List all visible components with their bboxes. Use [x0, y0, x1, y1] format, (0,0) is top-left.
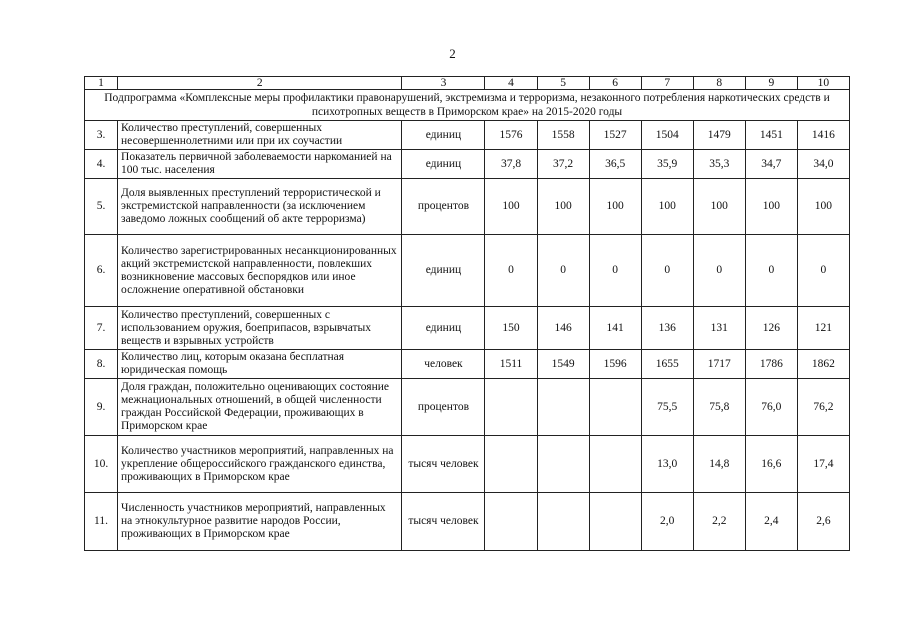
- table-row: [85, 436, 850, 493]
- table-row: [85, 150, 850, 179]
- row-number: 5.: [85, 179, 118, 235]
- row-number: 11.: [85, 493, 118, 551]
- value-cell: 34,7: [745, 150, 797, 179]
- column-number-cell: 4: [485, 77, 537, 90]
- row-number: 3.: [85, 121, 118, 150]
- value-cell: 1558: [537, 121, 589, 150]
- value-cell: 75,5: [641, 379, 693, 436]
- value-cell: 1451: [745, 121, 797, 150]
- table-row: [85, 493, 850, 551]
- value-cell: 100: [641, 179, 693, 235]
- value-cell: 0: [537, 235, 589, 307]
- row-number: 10.: [85, 436, 118, 493]
- unit-cell: тысяч человек: [402, 493, 485, 551]
- value-cell: 2,2: [693, 493, 745, 551]
- unit-cell: единиц: [402, 235, 485, 307]
- value-cell: [537, 493, 589, 551]
- value-cell: 136: [641, 307, 693, 350]
- value-cell: [537, 436, 589, 493]
- table-row: [85, 307, 850, 350]
- value-cell: 1511: [485, 350, 537, 379]
- column-number-cell: 2: [118, 77, 402, 90]
- value-cell: 2,0: [641, 493, 693, 551]
- unit-cell: единиц: [402, 150, 485, 179]
- unit-cell: человек: [402, 350, 485, 379]
- value-cell: 1862: [797, 350, 849, 379]
- value-cell: 100: [589, 179, 641, 235]
- column-number-cell: 1: [85, 77, 118, 90]
- value-cell: 35,3: [693, 150, 745, 179]
- value-cell: 14,8: [693, 436, 745, 493]
- indicator-name: Количество лиц, которым оказана бесплатная юридическая помощь: [118, 350, 402, 379]
- value-cell: 2,6: [797, 493, 849, 551]
- column-number-cell: 6: [589, 77, 641, 90]
- indicator-name: Количество преступлений, совершенных несовершеннолетними или при их соучастии: [118, 121, 402, 150]
- value-cell: 1655: [641, 350, 693, 379]
- indicator-name: Количество преступлений, совершенных с использованием оружия, боеприпасов, взрывчатых веществ и взрывных устройств: [118, 307, 402, 350]
- indicator-name: Численность участников мероприятий, направленных на этнокультурное развитие народов России, проживающих в Приморском крае: [118, 493, 402, 551]
- unit-cell: процентов: [402, 379, 485, 436]
- value-cell: 1549: [537, 350, 589, 379]
- value-cell: 100: [745, 179, 797, 235]
- value-cell: 0: [641, 235, 693, 307]
- value-cell: 2,4: [745, 493, 797, 551]
- value-cell: 1504: [641, 121, 693, 150]
- column-number-cell: 10: [797, 77, 849, 90]
- value-cell: 1717: [693, 350, 745, 379]
- unit-cell: единиц: [402, 121, 485, 150]
- value-cell: 1479: [693, 121, 745, 150]
- value-cell: [485, 436, 537, 493]
- value-cell: [485, 493, 537, 551]
- column-number-cell: 7: [641, 77, 693, 90]
- value-cell: 150: [485, 307, 537, 350]
- subprogram-title-row: [85, 90, 850, 121]
- value-cell: 0: [485, 235, 537, 307]
- value-cell: 141: [589, 307, 641, 350]
- table-row: [85, 235, 850, 307]
- value-cell: 75,8: [693, 379, 745, 436]
- value-cell: 1786: [745, 350, 797, 379]
- row-number: 7.: [85, 307, 118, 350]
- table-row: [85, 379, 850, 436]
- indicator-name: Показатель первичной заболеваемости наркоманией на 100 тыс. населения: [118, 150, 402, 179]
- value-cell: 76,2: [797, 379, 849, 436]
- value-cell: 0: [745, 235, 797, 307]
- indicator-name: Количество участников мероприятий, направленных на укрепление общероссийского гражданского единства, проживающих в Приморском крае: [118, 436, 402, 493]
- table-row: [85, 179, 850, 235]
- page-number: 2: [449, 46, 456, 61]
- value-cell: 146: [537, 307, 589, 350]
- value-cell: 76,0: [745, 379, 797, 436]
- value-cell: 100: [537, 179, 589, 235]
- value-cell: 1596: [589, 350, 641, 379]
- row-number: 4.: [85, 150, 118, 179]
- value-cell: [537, 379, 589, 436]
- indicator-name: Количество зарегистрированных несанкционированных акций экстремистской направленности, повлекших возникновение массовых беспорядков или иное осложнение оперативной обстановки: [118, 235, 402, 307]
- value-cell: 36,5: [589, 150, 641, 179]
- row-number: 9.: [85, 379, 118, 436]
- column-number-cell: 9: [745, 77, 797, 90]
- unit-cell: процентов: [402, 179, 485, 235]
- value-cell: 121: [797, 307, 849, 350]
- row-number: 6.: [85, 235, 118, 307]
- value-cell: [589, 493, 641, 551]
- table-row: [85, 121, 850, 150]
- row-number: 8.: [85, 350, 118, 379]
- value-cell: 1527: [589, 121, 641, 150]
- value-cell: 1576: [485, 121, 537, 150]
- value-cell: 126: [745, 307, 797, 350]
- subprogram-title: Подпрограмма «Комплексные меры профилактики правонарушений, экстремизма и терроризма, незаконного потребления наркотических средств и психотропных веществ в Приморском крае» на 2015-2020 годы: [85, 90, 850, 121]
- indicators-table: [84, 76, 850, 551]
- value-cell: 37,2: [537, 150, 589, 179]
- unit-cell: единиц: [402, 307, 485, 350]
- value-cell: 37,8: [485, 150, 537, 179]
- value-cell: 0: [589, 235, 641, 307]
- value-cell: [589, 379, 641, 436]
- table-row: [85, 350, 850, 379]
- value-cell: [485, 379, 537, 436]
- value-cell: [589, 436, 641, 493]
- column-number-header-row: [85, 77, 850, 90]
- value-cell: 0: [693, 235, 745, 307]
- value-cell: 1416: [797, 121, 849, 150]
- column-number-cell: 5: [537, 77, 589, 90]
- value-cell: 100: [693, 179, 745, 235]
- value-cell: 17,4: [797, 436, 849, 493]
- value-cell: 35,9: [641, 150, 693, 179]
- value-cell: 100: [797, 179, 849, 235]
- value-cell: 100: [485, 179, 537, 235]
- unit-cell: тысяч человек: [402, 436, 485, 493]
- column-number-cell: 8: [693, 77, 745, 90]
- value-cell: 131: [693, 307, 745, 350]
- value-cell: 16,6: [745, 436, 797, 493]
- value-cell: 13,0: [641, 436, 693, 493]
- indicator-name: Доля граждан, положительно оценивающих состояние межнациональных отношений, в общей численности граждан Российской Федерации, проживающих в Приморском крае: [118, 379, 402, 436]
- value-cell: 0: [797, 235, 849, 307]
- indicator-name: Доля выявленных преступлений террористической и экстремистской направленности (за исключением заведомо ложных сообщений об акте терроризма): [118, 179, 402, 235]
- column-number-cell: 3: [402, 77, 485, 90]
- value-cell: 34,0: [797, 150, 849, 179]
